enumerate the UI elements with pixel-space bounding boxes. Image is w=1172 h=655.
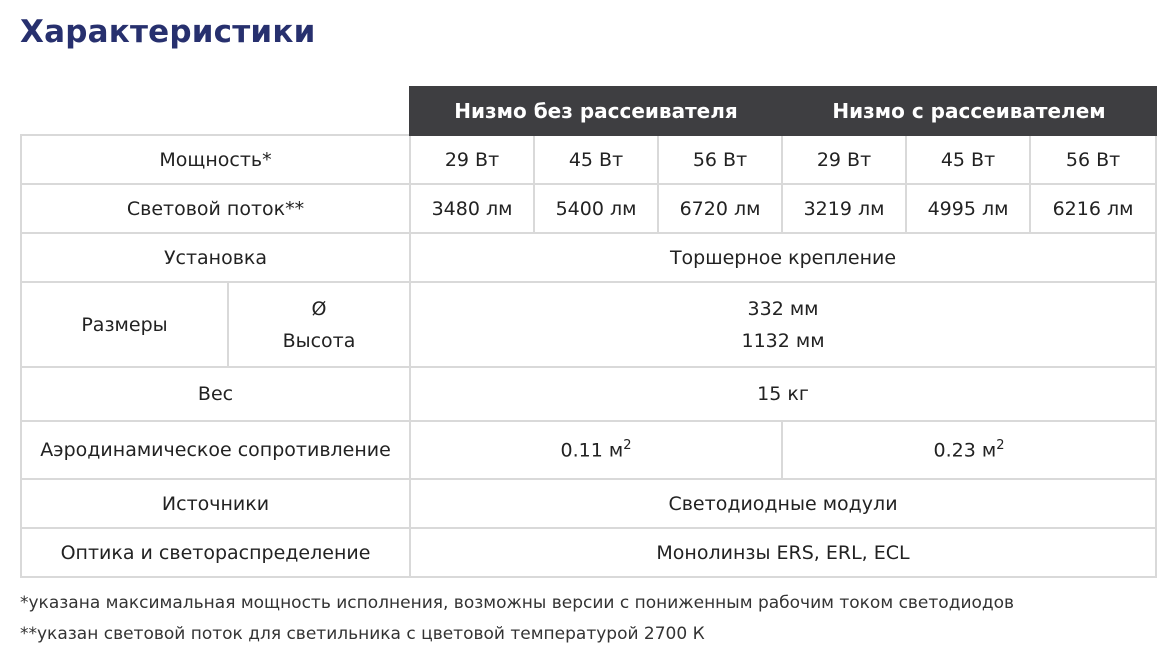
header-row bbox=[21, 87, 1156, 135]
row-label-sources: Источники bbox=[21, 479, 410, 528]
aero-value-without-diffuser bbox=[410, 421, 782, 479]
power-value: 45 Вт bbox=[534, 135, 658, 184]
flux-value: 5400 лм bbox=[534, 184, 658, 233]
table-row-optics bbox=[21, 528, 1156, 577]
flux-value: 3219 лм bbox=[782, 184, 906, 233]
row-label-dimensions: Размеры bbox=[21, 282, 228, 367]
row-label-flux: Световой поток** bbox=[21, 184, 410, 233]
dimension-sublabels bbox=[228, 282, 410, 367]
table-row-aero bbox=[21, 421, 1156, 479]
power-value: 56 Вт bbox=[1030, 135, 1156, 184]
diameter-sublabel: Ø bbox=[311, 297, 327, 320]
header-blank-cell bbox=[21, 87, 410, 135]
install-value: Торшерное крепление bbox=[410, 233, 1156, 282]
table-row-weight bbox=[21, 367, 1156, 421]
row-label-aero: Аэродинамическое сопротивление bbox=[21, 421, 410, 479]
row-label-install: Установка bbox=[21, 233, 410, 282]
power-value: 29 Вт bbox=[410, 135, 534, 184]
aero-value-with-diffuser bbox=[782, 421, 1156, 479]
footnote-power: *указана максимальная мощность исполнения, возможны версии с пониженным рабочим током светодиодов bbox=[20, 593, 1015, 613]
weight-value: 15 кг bbox=[410, 367, 1156, 421]
height-sublabel: Высота bbox=[282, 329, 356, 352]
aero-value-text: 0.11 м bbox=[560, 439, 624, 462]
footnote-flux: **указан световой поток для светильника с цветовой температурой 2700 К bbox=[20, 624, 705, 644]
table-row-flux bbox=[21, 184, 1156, 233]
row-label-optics: Оптика и светораспределение bbox=[21, 528, 410, 577]
exponent: 2 bbox=[623, 438, 632, 454]
height-value: 1132 мм bbox=[741, 329, 825, 352]
row-label-power: Мощность* bbox=[21, 135, 410, 184]
table-row-install bbox=[21, 233, 1156, 282]
flux-value: 6216 лм bbox=[1030, 184, 1156, 233]
dimension-values bbox=[410, 282, 1156, 367]
page-title: Характеристики bbox=[20, 14, 316, 50]
power-value: 56 Вт bbox=[658, 135, 782, 184]
specs-table bbox=[20, 86, 1157, 578]
table-row-dimensions bbox=[21, 282, 1156, 367]
table-row-power bbox=[21, 135, 1156, 184]
flux-value: 3480 лм bbox=[410, 184, 534, 233]
power-value: 29 Вт bbox=[782, 135, 906, 184]
header-group-with-diffuser: Низмо с рассеивателем bbox=[782, 87, 1156, 135]
flux-value: 6720 лм bbox=[658, 184, 782, 233]
row-label-weight: Вес bbox=[21, 367, 410, 421]
sources-value: Светодиодные модули bbox=[410, 479, 1156, 528]
flux-value: 4995 лм bbox=[906, 184, 1030, 233]
aero-value-text: 0.23 м bbox=[933, 439, 997, 462]
header-group-without-diffuser: Низмо без рассеивателя bbox=[410, 87, 782, 135]
optics-value: Монолинзы ERS, ERL, ECL bbox=[410, 528, 1156, 577]
power-value: 45 Вт bbox=[906, 135, 1030, 184]
exponent: 2 bbox=[996, 438, 1005, 454]
table-row-sources bbox=[21, 479, 1156, 528]
diameter-value: 332 мм bbox=[747, 297, 819, 320]
